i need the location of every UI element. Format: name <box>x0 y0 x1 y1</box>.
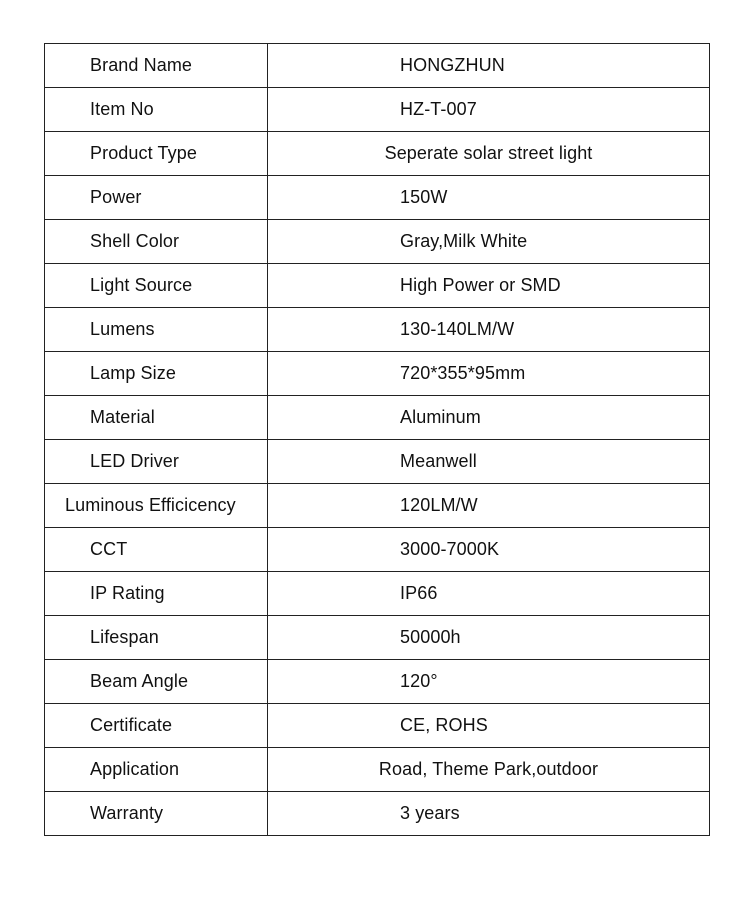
spec-value: Seperate solar street light <box>384 143 593 163</box>
spec-row-beam-angle <box>45 660 709 704</box>
spec-value: HONGZHUN <box>400 55 505 75</box>
spec-row-cct <box>45 528 709 572</box>
spec-label: Lamp Size <box>90 363 176 383</box>
spec-value: Road, Theme Park,outdoor <box>378 759 599 779</box>
spec-label: Luminous Efficicency <box>65 495 236 515</box>
spec-row-product-type <box>45 132 709 176</box>
spec-row-ip-rating <box>45 572 709 616</box>
spec-value: 120LM/W <box>400 495 478 515</box>
spec-value: 150W <box>400 187 448 207</box>
spec-row-luminous-efficiency <box>45 484 709 528</box>
spec-value: High Power or SMD <box>400 275 561 295</box>
spec-value: Aluminum <box>400 407 481 427</box>
spec-value: Gray,Milk White <box>400 231 528 251</box>
spec-value: IP66 <box>400 583 438 603</box>
spec-value: 120° <box>400 671 438 691</box>
spec-row-application <box>45 748 709 792</box>
spec-value: 3 years <box>400 803 460 823</box>
spec-value: 130-140LM/W <box>400 319 515 339</box>
spec-row-shell-color <box>45 220 709 264</box>
spec-label: Lifespan <box>90 627 159 647</box>
spec-value: CE, ROHS <box>400 715 488 735</box>
spec-label: Lumens <box>90 319 155 339</box>
spec-row-lamp-size <box>45 352 709 396</box>
spec-label: Item No <box>90 99 154 119</box>
spec-value: 50000h <box>400 627 461 647</box>
spec-label: Power <box>90 187 142 207</box>
spec-row-certificate <box>45 704 709 748</box>
spec-label: Application <box>90 759 180 779</box>
spec-row-light-source <box>45 264 709 308</box>
spec-row-power <box>45 176 709 220</box>
spec-row-material <box>45 396 709 440</box>
spec-value: 3000-7000K <box>400 539 500 559</box>
spec-label: CCT <box>90 539 128 559</box>
spec-label: Warranty <box>90 803 164 823</box>
spec-row-lifespan <box>45 616 709 660</box>
spec-row-lumens <box>45 308 709 352</box>
spec-row-led-driver <box>45 440 709 484</box>
spec-label: LED Driver <box>90 451 180 471</box>
spec-row-item-no <box>45 88 709 132</box>
spec-row-warranty <box>45 792 709 836</box>
spec-value: HZ-T-007 <box>400 99 477 119</box>
spec-row-brand-name <box>45 44 709 88</box>
spec-label: Material <box>90 407 155 427</box>
spec-value: 720*355*95mm <box>400 363 526 383</box>
spec-label: Light Source <box>90 275 193 295</box>
spec-label: Brand Name <box>90 55 193 75</box>
spec-table <box>44 43 710 836</box>
spec-value: Meanwell <box>400 451 477 471</box>
spec-label: Certificate <box>90 715 173 735</box>
spec-label: Product Type <box>90 143 197 163</box>
spec-label: Shell Color <box>90 231 180 251</box>
spec-label: Beam Angle <box>90 671 189 691</box>
spec-label: IP Rating <box>90 583 165 603</box>
